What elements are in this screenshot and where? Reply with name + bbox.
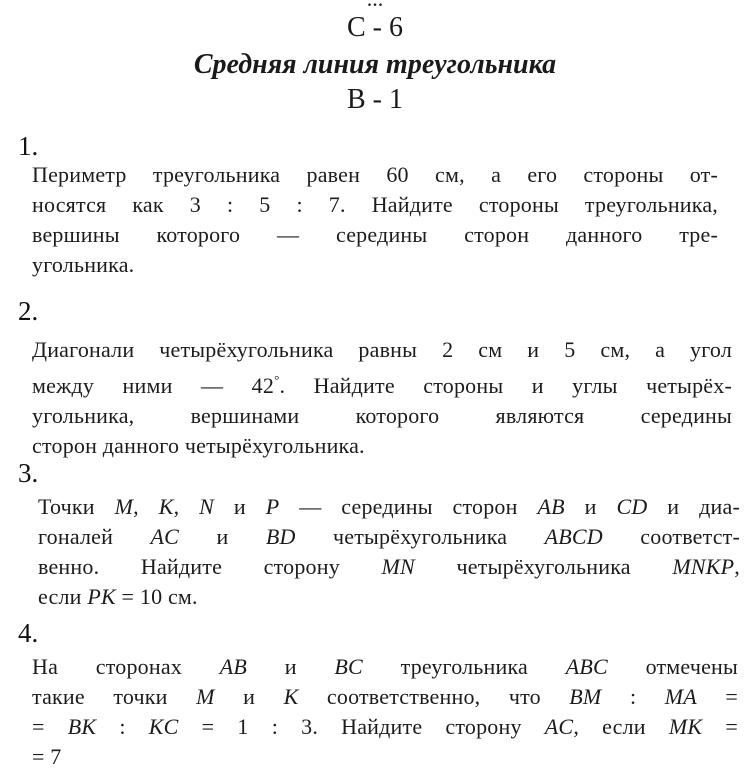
- problem-2-line-part: между ними — 42: [32, 373, 275, 398]
- worksheet-title: Средняя линия треугольника: [193, 49, 557, 80]
- problem-2-number: 2.: [18, 296, 39, 326]
- problem-2-line-part: . Найдите стороны и углы четырёх-: [279, 373, 732, 398]
- problem-4-text: [32, 652, 738, 772]
- problem-3-line: венно. Найдите сторону MN четырёхугольника MNKP,: [38, 554, 740, 579]
- problem-2-line: сторон данного четырёхугольника.: [32, 433, 365, 458]
- problem-3-line: гоналей AC и BD четырёхугольника ABCD соответст-: [38, 524, 741, 549]
- problem-4-line: = 7: [32, 744, 62, 769]
- problem-4-number: 4.: [18, 618, 39, 648]
- problem-4-line: = BK : KC = 1 : 3. Найдите сторону AC, если MK =: [32, 714, 739, 739]
- problem-4-line: На сторонах AB и BC треугольника ABC отмечены: [32, 654, 739, 679]
- problem-2-line: [32, 365, 732, 401]
- problem-3-text: [38, 492, 740, 612]
- degree-sign: °: [274, 372, 280, 387]
- problem-2-text: [32, 335, 732, 461]
- problem-3-number: 3.: [18, 458, 39, 488]
- problem-2-line: угольника, вершинами которого являются середины: [32, 403, 732, 428]
- worksheet-code: С - 6: [347, 12, 403, 43]
- worksheet-header: [0, 12, 750, 116]
- problem-2-line: Диагонали четырёхугольника равны 2 см и 5 см, а угол: [32, 337, 732, 362]
- problem-1-line: Периметр треугольника равен 60 см, а его стороны от-: [32, 162, 718, 187]
- problem-4-line: такие точки M и K соответственно, что BM : MA =: [32, 684, 738, 709]
- problem-1-number: 1.: [18, 131, 39, 161]
- worksheet-variant: В - 1: [347, 84, 403, 115]
- problem-3-line: Точки M, K, N и P — середины сторон AB и CD и диа-: [38, 494, 740, 519]
- problem-1-line: носятся как 3 : 5 : 7. Найдите стороны треугольника,: [32, 192, 718, 217]
- problem-1-text: [32, 160, 718, 280]
- problem-3-line: если PK = 10 см.: [38, 584, 198, 609]
- problem-1-line: вершины которого — середины сторон данного тре-: [32, 222, 718, 247]
- cut-off-header-text: [0, 0, 750, 6]
- problem-1-line: угольника.: [32, 252, 135, 277]
